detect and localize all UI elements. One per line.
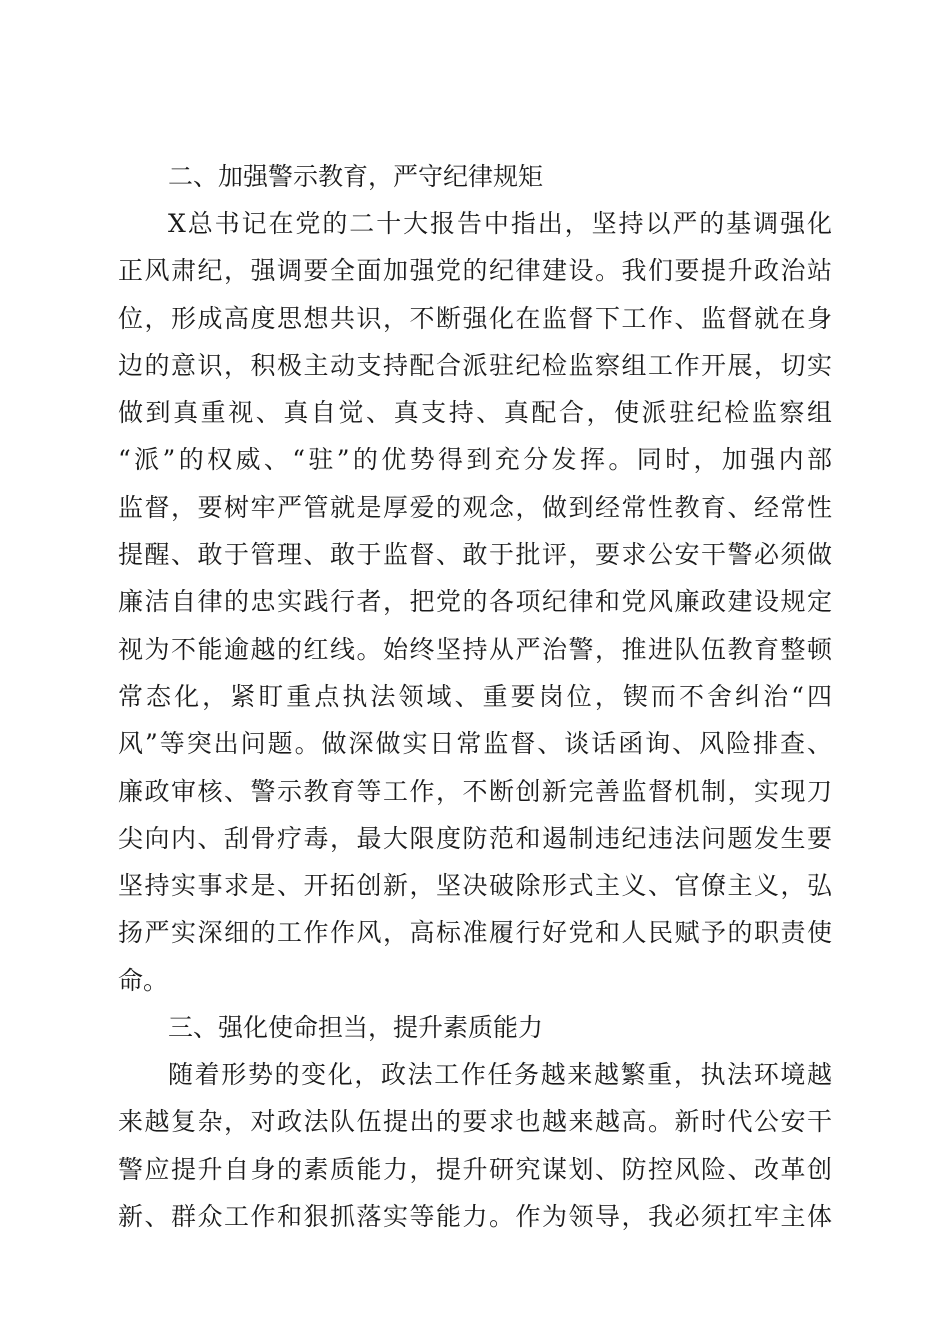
paragraph-line: 来越复杂，对政法队伍提出的要求也越来越高。新时代公安干 bbox=[118, 1107, 832, 1137]
paragraph-line: 警应提升自身的素质能力，提升研究谋划、防控风险、改革创 bbox=[118, 1154, 832, 1184]
paragraph-line: X总书记在党的二十大报告中指出，坚持以严的基调强化 bbox=[168, 209, 832, 238]
section-heading-3: 三、强化使命担当，提升素质能力 bbox=[168, 1013, 544, 1043]
paragraph-line: 廉政审核、警示教育等工作，不断创新完善监督机制，实现刀 bbox=[118, 776, 832, 806]
paragraph-line: 位，形成高度思想共识，不断强化在监督下工作、监督就在身 bbox=[118, 303, 832, 333]
section-3-paragraph bbox=[118, 1051, 832, 1240]
section-heading-2: 二、加强警示教育，严守纪律规矩 bbox=[168, 162, 544, 191]
paragraph-line: 坚持实事求是、开拓创新，坚决破除形式主义、官僚主义，弘 bbox=[118, 871, 832, 901]
paragraph-line: 命。 bbox=[118, 965, 169, 995]
section-2-paragraph bbox=[118, 200, 832, 1004]
paragraph-line: 尖向内、刮骨疗毒，最大限度防范和遏制违纪违法问题发生要 bbox=[118, 823, 832, 853]
paragraph-line: 新、群众工作和狠抓落实等能力。作为领导，我必须扛牢主体 bbox=[118, 1201, 832, 1231]
paragraph-line: 视为不能逾越的红线。始终坚持从严治警，推进队伍教育整顿 bbox=[118, 634, 832, 664]
paragraph-line: 随着形势的变化，政法工作任务越来越繁重，执法环境越 bbox=[168, 1060, 832, 1090]
paragraph-line: 风”等突出问题。做深做实日常监督、谈话函询、风险排查、 bbox=[118, 729, 832, 759]
paragraph-line: 监督，要树牢严管就是厚爱的观念，做到经常性教育、经常性 bbox=[118, 492, 832, 522]
paragraph-line: 边的意识，积极主动支持配合派驻纪检监察组工作开展，切实 bbox=[118, 350, 832, 380]
paragraph-line: 提醒、敢于管理、敢于监督、敢于批评，要求公安干警必须做 bbox=[118, 540, 832, 570]
paragraph-line: 做到真重视、真自觉、真支持、真配合，使派驻纪检监察组 bbox=[118, 398, 832, 428]
document-page bbox=[118, 153, 832, 1240]
paragraph-line: 廉洁自律的忠实践行者，把党的各项纪律和党风廉政建设规定 bbox=[118, 587, 832, 617]
paragraph-line: “派”的权威、“驻”的优势得到充分发挥。同时，加强内部 bbox=[118, 445, 832, 475]
paragraph-line: 常态化，紧盯重点执法领域、重要岗位，锲而不舍纠治“四 bbox=[118, 681, 832, 711]
paragraph-line: 扬严实深细的工作作风，高标准履行好党和人民赋予的职责使 bbox=[118, 918, 832, 948]
paragraph-line: 正风肃纪，强调要全面加强党的纪律建设。我们要提升政治站 bbox=[118, 256, 832, 286]
